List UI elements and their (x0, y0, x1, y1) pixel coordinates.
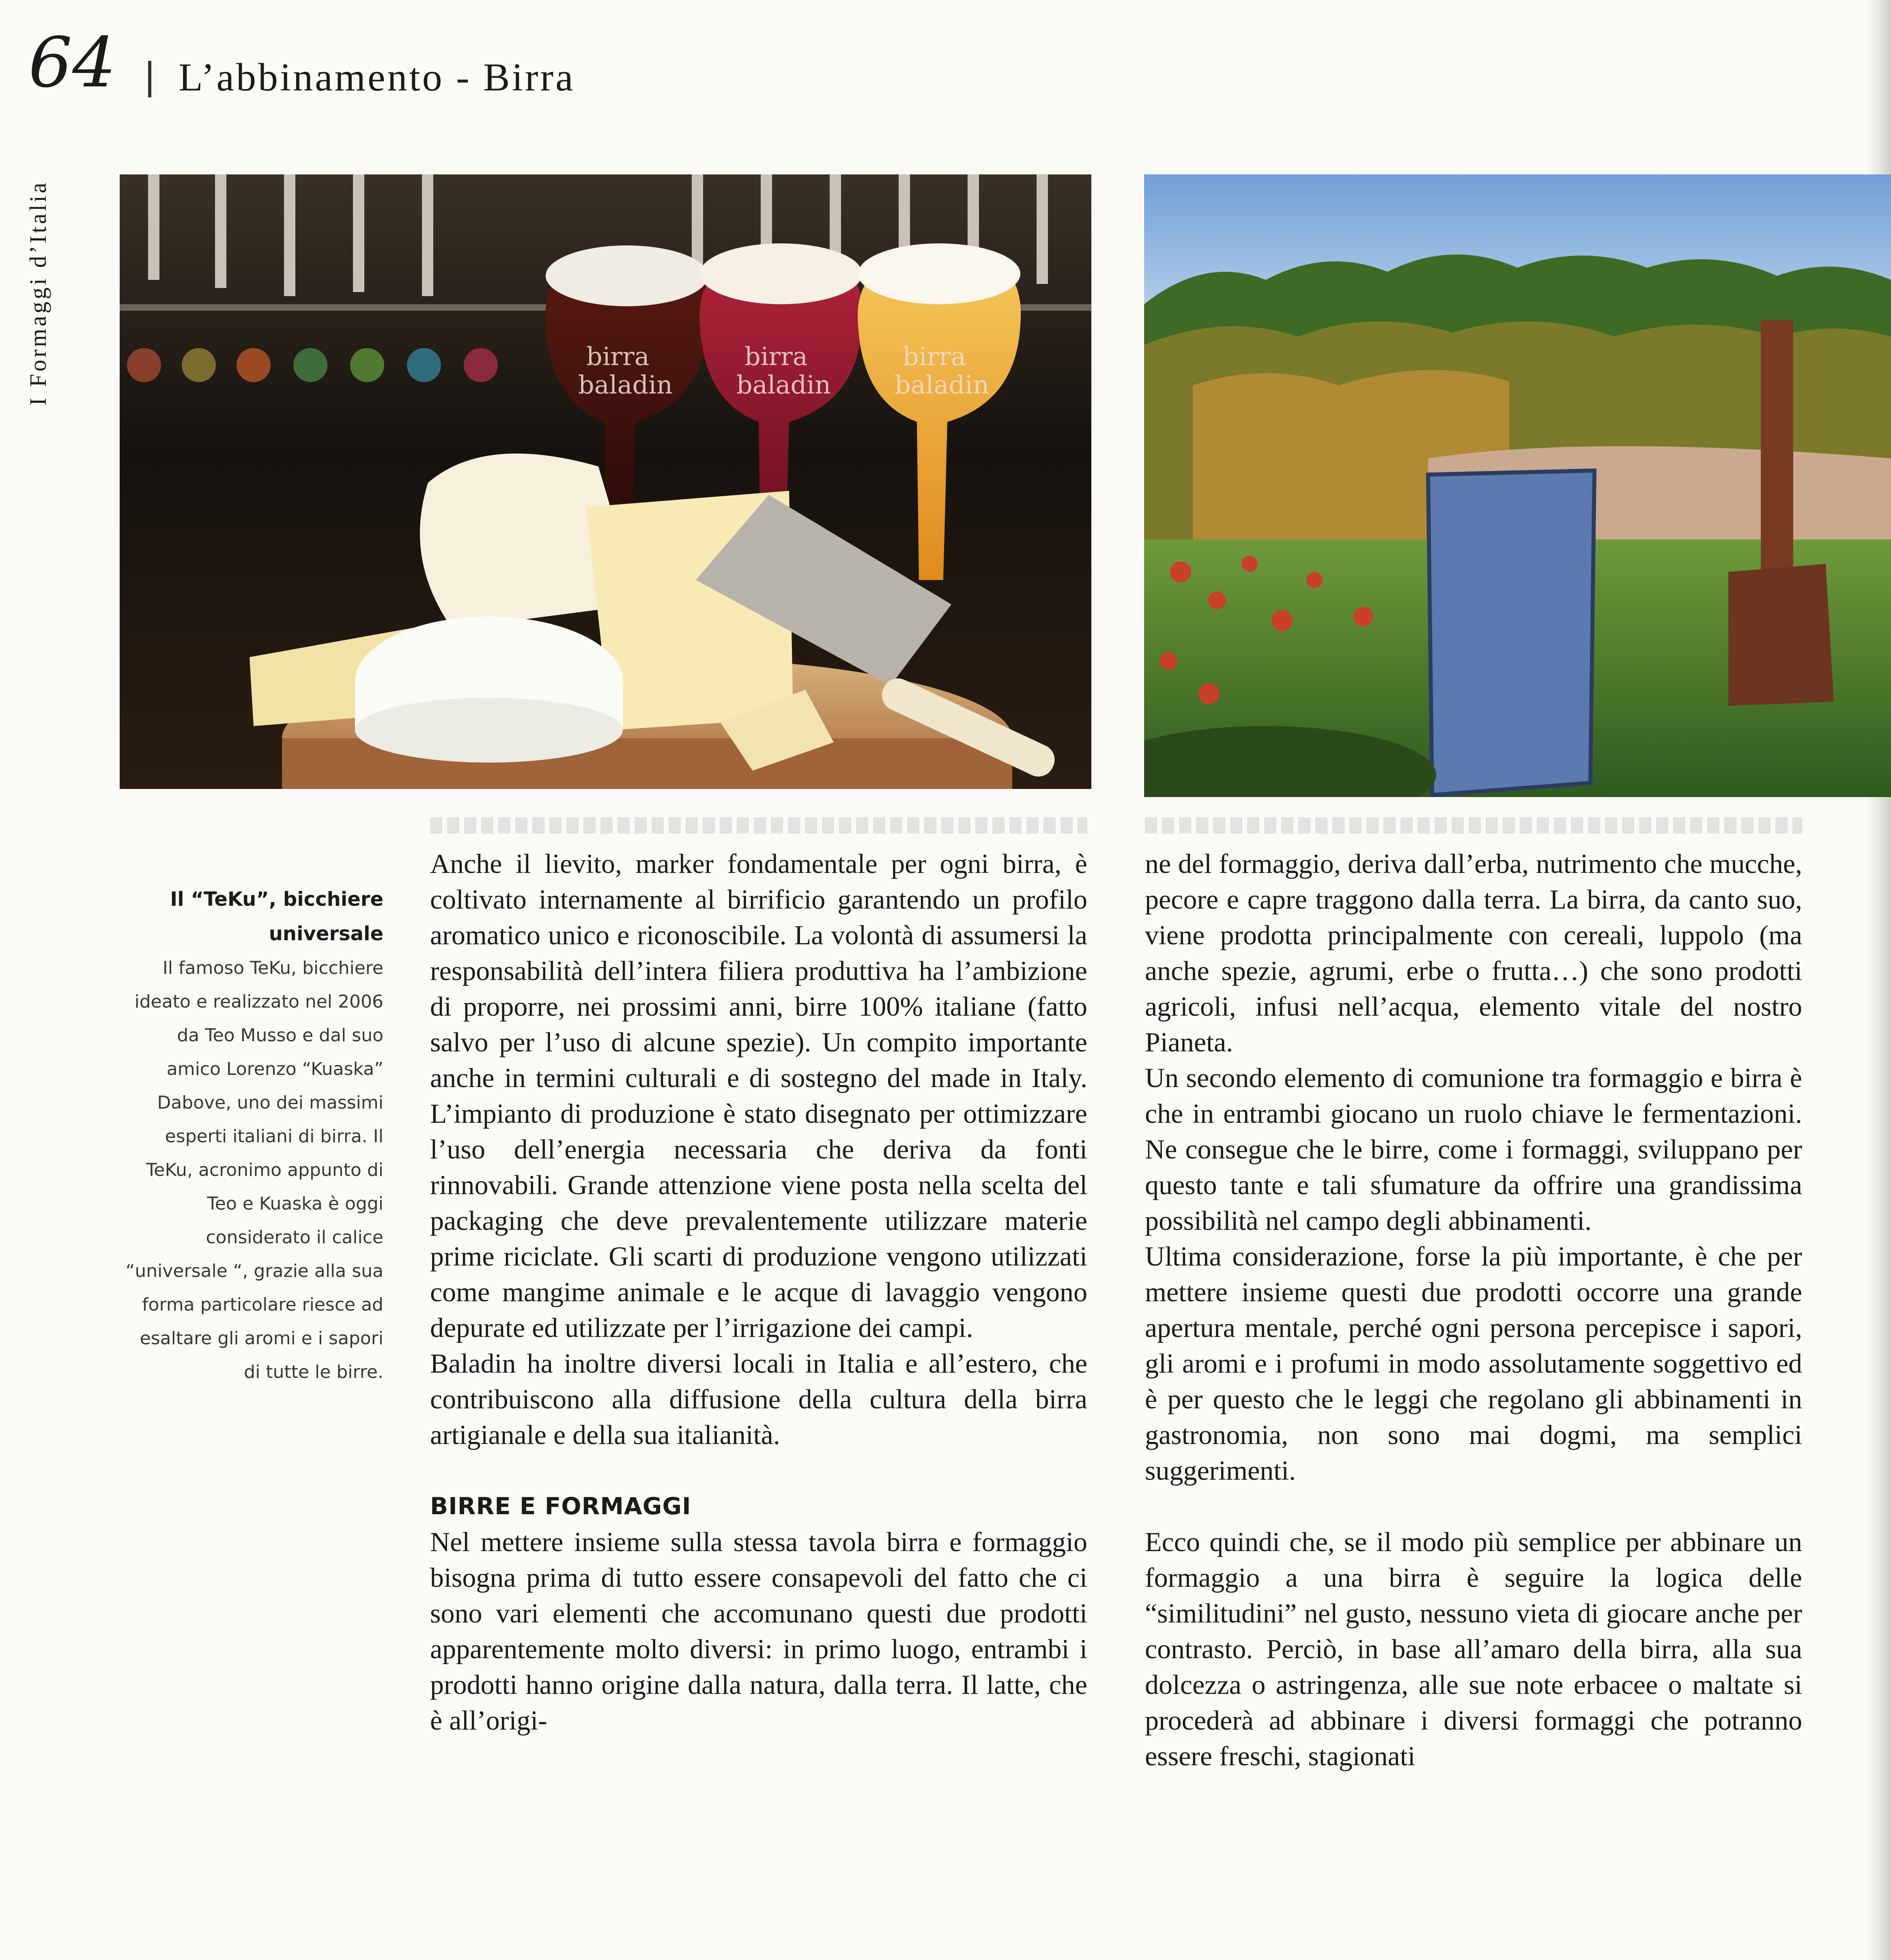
garden-illustration (1144, 174, 1891, 797)
bleed-through-line (1145, 817, 1802, 834)
photo-garden (1144, 174, 1891, 797)
glass-text-4: baladin (736, 370, 831, 400)
glass-text-5: birra (903, 342, 966, 371)
photo-beer-cheese (120, 174, 1091, 789)
spine-title: I Formaggi d’Italia (25, 180, 51, 406)
beer-cheese-illustration (120, 174, 1091, 789)
bleed-through-line (430, 817, 1087, 834)
paragraph: Baladin ha inoltre diversi locali in Italia e all’estero, che contribuiscono alla diffusione della cultura della birra artigianale e della sua italianità. (430, 1348, 1087, 1450)
paragraph: ne del formaggio, deriva dall’erba, nutrimento che mucche, pecore e capre traggono dalla terra. La birra, da canto suo, viene prodotta principalmente con cereali, luppolo (ma anche spezie, agrumi, erbe o frutta…) che sono prodotti agricoli, infusi nell’acqua, elemento vitale del nostro Pianeta. (1145, 848, 1802, 1057)
glass-text-6: baladin (895, 370, 989, 400)
glass-text-3: birra (744, 342, 808, 371)
section-title: L’abbinamento - Birra (179, 56, 575, 99)
paragraph: Anche il lievito, marker fondamentale per ogni birra, è coltivato internamente al birrificio garantendo un profilo aromatico unico e riconoscibile. La volontà di assumersi la responsabilità dell’intera filiera produttiva ha l’ambizione di proporre, nei prossimi anni, birre 100% italiane (fatto salvo per l’uso di alcune spezie). Un compito importante anche in termini culturali e di sostegno del made in Italy. L’impianto di produzione è stato disegnato per ottimizzare l’uso dell’energia necessaria che deriva da fonti rinnovabili. Grande attenzione viene posta nella scelta del packaging che deve prevalentemente utilizzare materie prime riciclate. Gli scarti di produzione vengono utilizzati come mangime animale e le acque di lavaggio vengono depurate ed utilizzate per l’irrigazione dei campi. (430, 848, 1087, 1343)
section-subheading: BIRRE E FORMAGGI (430, 1492, 691, 1520)
text-column-right (1145, 846, 1802, 1774)
photo-caption (122, 882, 383, 1389)
glass-text-1: birra (586, 342, 650, 371)
caption-body: Il famoso TeKu, bicchiere ideato e realizzato nel 2006 da Teo Musso e dal suo amico Lorenzo “Kuaska” Dabove, uno dei massimi esperti italiani di birra. Il TeKu, acronimo appunto di Teo e Kuaska è oggi considerato il calice “universale “, grazie alla sua forma particolare riesce ad esaltare gli aromi e i sapori di tutte le birre. (125, 958, 383, 1382)
paragraph: Ultima considerazione, forse la più importante, è che per mettere insieme questi due prodotti occorre una grande apertura mentale, perché ogni persona percepisce i sapori, gli aromi e i profumi in modo assolutamente soggettivo ed è per questo che le leggi che regolano gli abbinamenti in gastronomia, non sono mai dogmi, ma semplici suggerimenti. (1145, 1241, 1802, 1486)
paragraph: Un secondo elemento di comunione tra formaggio e birra è che in entrambi giocano un ruolo chiave le fermentazioni. Ne consegue che le birre, come i formaggi, sviluppano per questo tante e tali sfumature da offrire una grandissima possibilità nel campo degli abbinamenti. (1145, 1062, 1802, 1236)
header-separator (148, 61, 151, 97)
paragraph: Ecco quindi che, se il modo più semplice per abbinare un formaggio a una birra è seguire la logica delle “similitudini” nel gusto, nessuno vieta di giocare anche per contrasto. Perciò, in base all’amaro della birra, alla sua dolcezza o astringenza, alle sue note erbacee o maltate si procederà ad abbinare i diversi formaggi che potranno essere freschi, stagionati (1145, 1526, 1802, 1771)
glass-text-2: baladin (578, 370, 673, 400)
caption-title: Il “TeKu”, bicchiere universale (170, 888, 383, 945)
text-column-left (430, 846, 1087, 1738)
paragraph: Nel mettere insieme sulla stessa tavola birra e formaggio bisogna prima di tutto essere consapevoli del fatto che ci sono vari elementi che accomunano questi due prodotti apparentemente molto diversi: in primo luogo, entrambi i prodotti hanno origine dalla natura, dalla terra. Il latte, che è all’origi- (430, 1526, 1087, 1736)
page-number: 64 (28, 23, 116, 103)
